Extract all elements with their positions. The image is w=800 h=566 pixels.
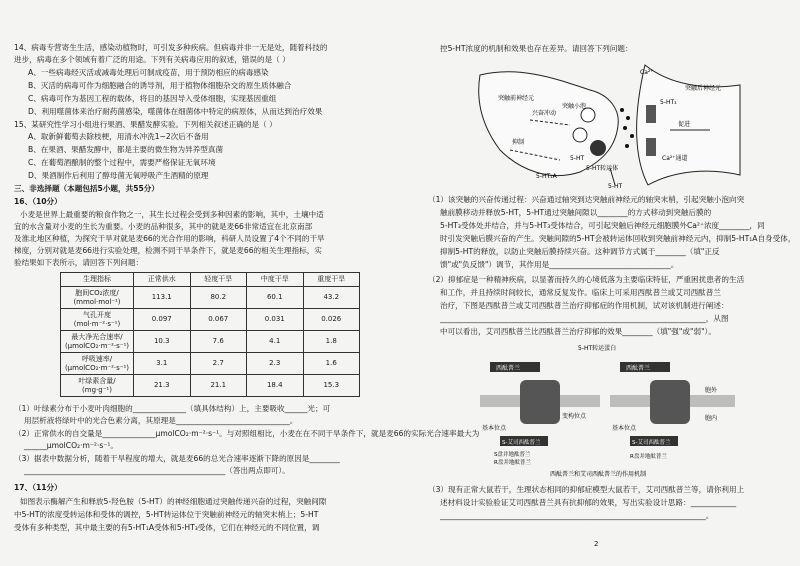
table-cell: 2.3 [247, 353, 304, 375]
label-transporter: 5-HT转运体 [586, 165, 619, 172]
table-cell: 18.4 [247, 375, 304, 397]
label-5ht-bottom: 5-HT [608, 183, 623, 190]
q16-sub3-b: _____________________________________________________（答出两点即可）。 [24, 466, 290, 475]
label-postsynaptic: 突触后神经元 [685, 85, 722, 92]
row-label: 胞间CO₂浓度/ (mmol·mol⁻¹) [61, 287, 134, 309]
q2-line-a: （2）抑郁症是一种精神疾病，以显著而持久的心境低落为主要临床特征，严重困扰患者的生活 [428, 275, 745, 284]
label-site-right: 基本位点 [612, 425, 637, 432]
q1-line-b: 触前膜移动并释放5-HT，5-HT通过突触间隙以________的方式移动到突触后膜的 [440, 208, 712, 217]
q1-line-c: 5-HT₃受体处并结合，并与5-HT₃受体结合，可引起突触后神经元细胞膜外Ca²⁺浓度________，同 [440, 221, 765, 230]
transmitter-dot [620, 108, 624, 112]
receptor-5ht3 [646, 105, 656, 123]
table-cell: 0.067 [190, 309, 247, 331]
q16-para-2: 宜的水含量对小麦的生长为重要。小麦的品种很多，其中的就是麦66非常适宜在北京南部 [14, 222, 313, 231]
label-intracellular: 胞内 [705, 415, 718, 422]
label-drug-right: 西酞普兰 [626, 365, 651, 372]
table-cell: 80.2 [190, 287, 247, 309]
q17-para-3: 受体有多种类型，其中最主要的有5-HT₁A受体和5-HT₃受体，它们在神经元的不同位置，调 [14, 523, 320, 532]
data-table [60, 272, 360, 397]
table-cell: 7.6 [190, 331, 247, 353]
q3-line-a: （3）现有正常大鼠若干，生理状态相同的抑郁症模型大鼠若干，艾司西酞普兰等，请你利用上 [428, 485, 745, 494]
q16-sub2-a: （2）正常供水的自交量是______________μmolCO₂·m⁻²·s⁻¹。与对照组相比，小麦在在不同干旱条件下，就是麦66的实际光合速率最大为 [14, 429, 480, 438]
table-cell: 15.3 [303, 375, 360, 397]
transmitter-dot [626, 116, 630, 120]
q17-para-2: 中5-HT的浓度受转运体和受体的调控，5-HT转运体位于突触前神经元的轴突末梢上；5-HT [14, 510, 319, 519]
q17-heading: 17、（11分） [14, 483, 62, 492]
table-cell: 3.1 [134, 353, 191, 375]
transporter-left [520, 380, 560, 424]
q15-option-d: D、果酒制作后利用了醇母菌无氧呼吸产生酒精的原理 [28, 171, 209, 180]
synaptic-vesicle [581, 108, 595, 122]
q2-line-e: 中可以看出，艾司西酞普兰比西酞普兰治疗抑郁的效果________（填"强"或"弱"）。 [440, 327, 716, 336]
table-row [61, 309, 360, 331]
label-ca-channel: Ca²⁺通道 [662, 155, 688, 162]
table-cell: 60.1 [247, 287, 304, 309]
transmitter-dot [625, 144, 629, 148]
label-excite: 兴奋冲动 [532, 110, 557, 117]
transmitter-dot [630, 134, 634, 138]
drug-mechanism-diagram [480, 340, 740, 480]
q16-heading: 16、（10分） [14, 197, 62, 206]
row-label: 呼吸速率/ (μmolCO₂·m⁻²·s⁻¹) [61, 353, 134, 375]
transmitter-dot [623, 126, 627, 130]
table-cell: 1.8 [303, 331, 360, 353]
section-heading: 三、非选择题（本题包括5小题，共55分） [14, 184, 159, 193]
q15-option-a: A、取新鲜葡萄去除枝梗，用清水冲洗1~2次后不备用 [28, 132, 209, 141]
row-label: 叶绿素含量/ (mg·g⁻¹) [61, 375, 134, 397]
left-column [10, 0, 480, 566]
q16-para-3: 及淮北地区种植，为探究干旱对就是麦66的光合作用的影响，科研人员设置了4个不同的干旱 [14, 234, 325, 243]
label-drug-left: 西酞普兰 [496, 365, 521, 372]
q14-option-b: B、灭活的病毒可作为细胞融合的诱导剂，用于植物体细胞杂交的原生质体融合 [28, 81, 292, 90]
table-cell: 0.031 [247, 309, 304, 331]
q16-sub1-a: （1）叶绿素分布于小麦叶肉细胞的______________（填具体结构）上，主要吸收______光；可 [14, 404, 331, 413]
table-cell: 2.7 [190, 353, 247, 375]
table-cell: 0.097 [134, 309, 191, 331]
table-header: 中度干旱 [247, 273, 304, 287]
table-header: 正常供水 [134, 273, 191, 287]
label-r-right: R盘并地酞普兰 [630, 454, 667, 460]
q16-sub2-b: ______μmolCO₂·m⁻²·s⁻¹。 [24, 441, 118, 450]
transporter-right [650, 380, 690, 424]
label-ca-top: Ca²⁺ [640, 69, 654, 76]
label-5ht1a: 5-HT₁A [536, 173, 557, 180]
table-cell: 21.3 [134, 375, 191, 397]
table-cell: 43.2 [303, 287, 360, 309]
q14-stem-2: 进步，病毒在多个领域有着广泛的用途。下列有关病毒应用的叙述，错误的是（ ） [14, 55, 290, 64]
table-cell: 10.3 [134, 331, 191, 353]
label-inhibit: 抑制 [512, 139, 525, 146]
q14-option-a: A、一些病毒经灭活或减毒处理后可制成疫苗，用于预防相应的病毒感染 [28, 68, 269, 77]
presynaptic-terminal [479, 72, 619, 176]
label-s-right: S-艾司西酞普兰 [632, 440, 671, 446]
q3-line-b: 述材料设计实验验证艾司西酞普兰具有抗抑郁的效果，写出实验设计思路：____________ [440, 498, 737, 507]
q1-line-a: （1）该突触的兴奋传递过程：兴奋通过轴突到达突触前神经元的轴突末梢，引起突触小泡向突 [428, 195, 745, 204]
q1-line-f: 馈"或"负反馈"）调节，其作用是________________________________。 [440, 260, 679, 269]
q15-option-b: B、在果酒、果醋发酵中，都是主要的微生物为异养型真菌 [28, 145, 224, 154]
q14-stem: 14、病毒专营寄生生活，感染动植物时，可引发多种疾病。但病毒并非一无是处，随着科技的 [14, 43, 328, 52]
label-promote: 促进 [678, 121, 691, 128]
table-row [61, 375, 360, 397]
synapse-diagram [470, 60, 750, 190]
table-cell: 21.1 [190, 375, 247, 397]
label-vesicle: 突触小泡 [562, 103, 587, 110]
q16-sub3-a: （3）据表中数据分析，随着干旱程度的增大，就是麦66的总光合速率逐渐下降的原因是________ [14, 454, 340, 463]
table-row [61, 353, 360, 375]
row-label: 最大净光合速率/ (μmolCO₂·m⁻²·s⁻¹) [61, 331, 134, 353]
q17-intro: 控5-HT浓度的机制和效果也存在差异。请回答下列问题： [440, 44, 633, 53]
q2-line-d: ______________________________________________________________________，从图 [440, 314, 729, 323]
q16-para-1: 小麦是世界上最重要的粮食作物之一，其生长过程会受到多种因素的影响，其中，土壤中适 [20, 210, 324, 219]
label-extracellular: 胞外 [705, 387, 718, 394]
q14-option-d: D、利用噬菌体来治疗耐药菌感染，噬菌体在细菌体中特定的病原体，从而达到治疗效果 [28, 107, 323, 116]
q1-line-e: 抑制5-HT的释放，以防止突触后膜持续兴奋。这种调节方式属于________（填"正反 [440, 247, 720, 256]
q16-para-4: 梯度，分别对就是麦66进行实验处理，检测不同干旱条件下，就是麦66的相关生理指标，实 [14, 246, 322, 255]
q2-line-b: 和工作，并且持续时间较长，通常反复发作。临床上可采用西酞普兰或艾司西酞普兰 [440, 288, 721, 297]
label-5ht3: 5-HT₃ [660, 99, 677, 106]
label-transporter-title: 5-HT转运蛋白 [578, 345, 617, 352]
label-s-left: S-艾司西酞普兰 [502, 440, 541, 446]
table-cell: 113.1 [134, 287, 191, 309]
row-label: 气孔开度 (mol·m⁻²·s⁻¹) [61, 309, 134, 331]
table-header-row [61, 273, 360, 287]
table-header: 重度干旱 [303, 273, 360, 287]
table-row [61, 331, 360, 353]
synaptic-vesicle [573, 128, 587, 142]
calcium-channel [646, 138, 656, 156]
label-site-left: 基本位点 [482, 425, 507, 432]
table-header: 轻度干旱 [190, 273, 247, 287]
label-r-left: R盘并地酞普兰 [494, 460, 531, 466]
table-cell: 1.6 [303, 353, 360, 375]
table-cell: 4.1 [247, 331, 304, 353]
table-cell: 0.026 [303, 309, 360, 331]
q17-para-1: 如图表示酶解产生和释放5-羟色胺（5-HT）的神经细胞通过突触传递兴奋的过程，突触间隙 [20, 497, 327, 506]
right-column [410, 0, 794, 566]
label-5ht: 5-HT [570, 155, 585, 162]
q15-stem: 15、某研究性学习小组进行果酒、果醋发酵实验。下列相关叙述正确的是（ ） [14, 120, 277, 129]
page-number: 2 [594, 540, 599, 548]
label-s-left-2: S盘并地酞普兰 [494, 452, 531, 458]
q16-sub1-b: 用层析液将绿叶中的光合色素分离，其原理是______________________________。 [24, 416, 298, 425]
label-presynaptic: 突触前神经元 [498, 95, 535, 102]
q2-line-c: 治疗，下图是西酞普兰或艾司西酞普兰治疗抑郁症的作用机制，试对该机制进行阐述： [440, 301, 729, 310]
q16-para-5: 验结果如下表所示，请回答下列问题： [14, 258, 144, 267]
table-row [61, 287, 360, 309]
table-header: 生理指标 [61, 273, 134, 287]
q3-line-c: ______________________________________________________________________。 [440, 511, 714, 520]
label-allosteric: 变构位点 [562, 413, 587, 420]
synaptic-vesicle [590, 140, 606, 156]
q1-line-d: 时引发突触后膜兴奋的产生。突触间隙的5-HT会被转运体回收到突触前神经元内，抑制5-HT₁A自身受体， [440, 234, 796, 243]
figure-caption: 西酞普兰和艾司西酞普兰的作用机制 [550, 471, 647, 478]
q15-option-c: C、在葡萄酒酿制的整个过程中，需要严格保证无氧环境 [28, 158, 216, 167]
q14-option-c: C、病毒可作为基因工程的载体，将目的基因导入受体细胞，实现基因重组 [28, 94, 277, 103]
